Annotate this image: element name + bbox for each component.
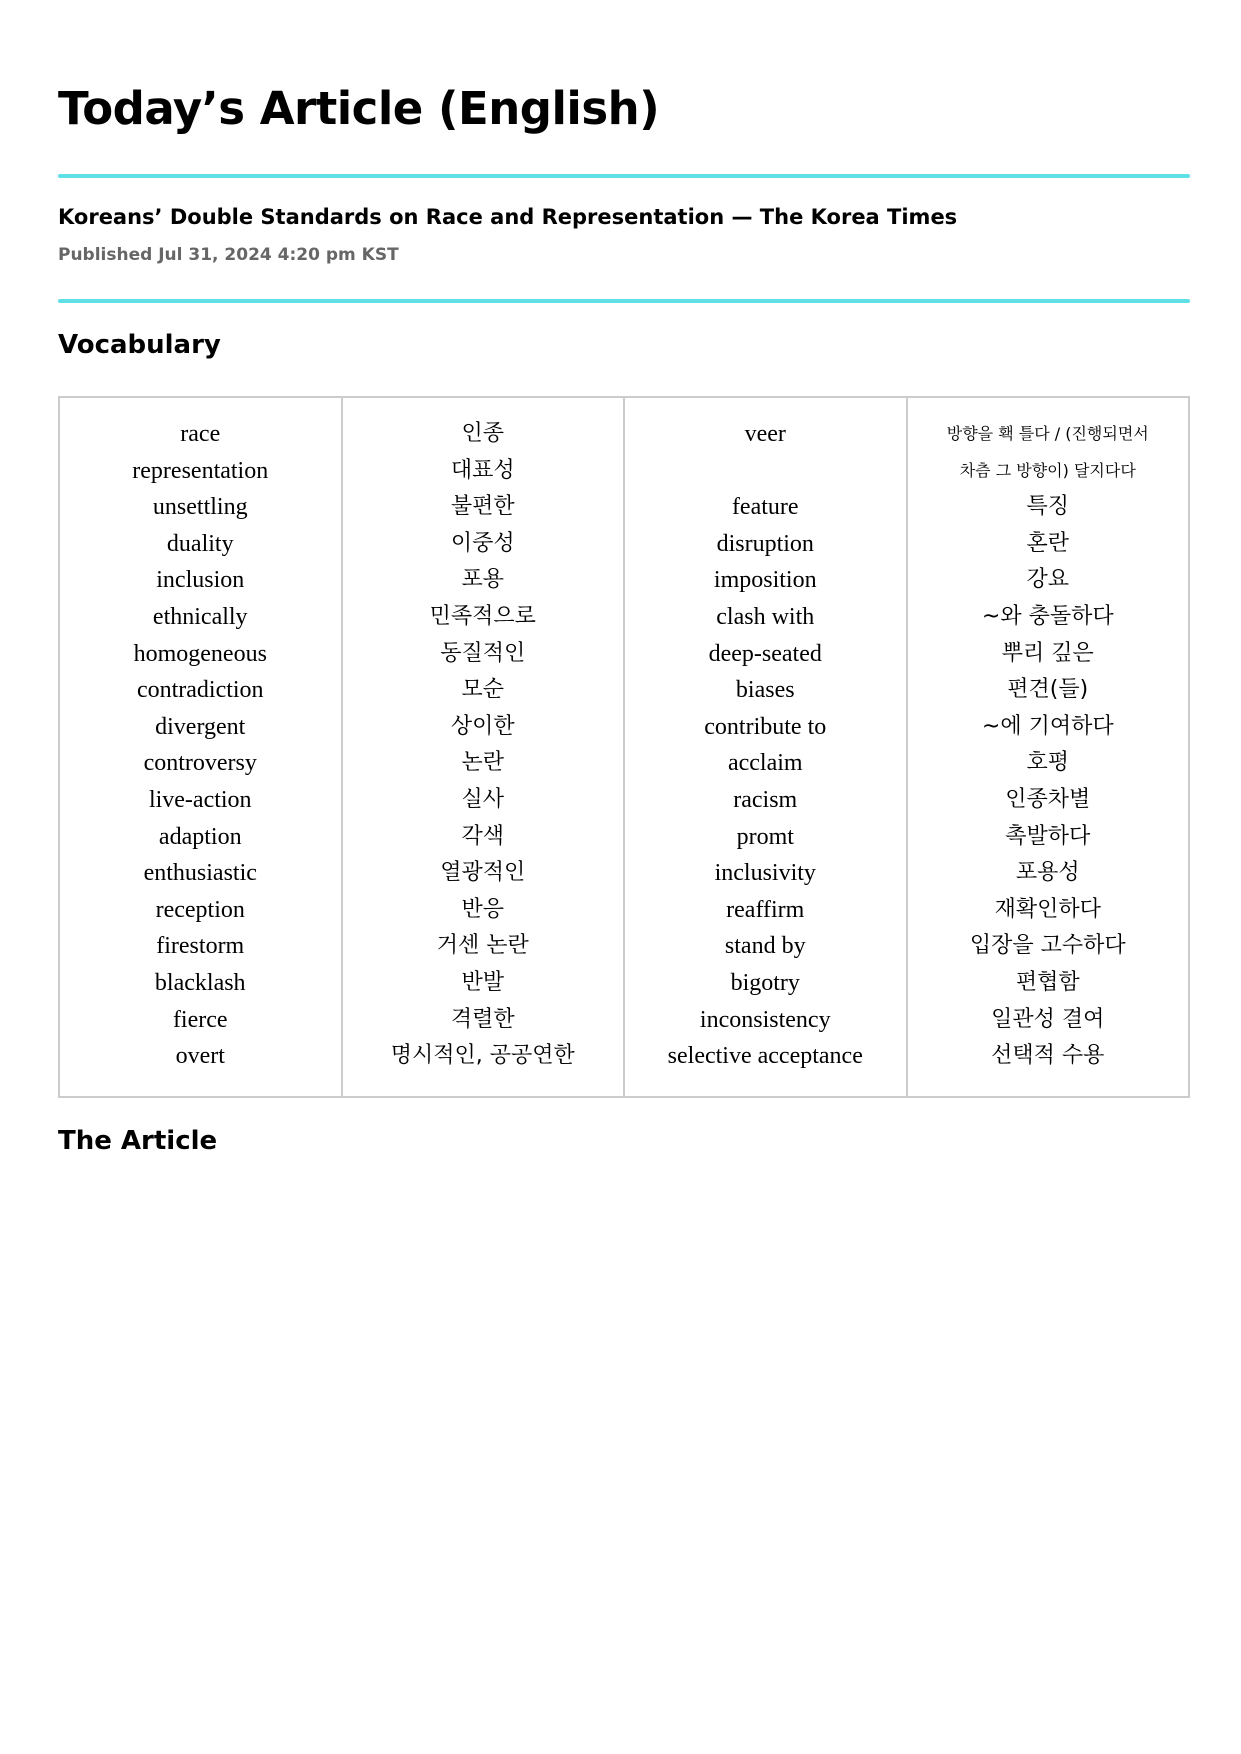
vocab-column-english-1 — [60, 398, 343, 1096]
vocab-cell: 거센 논란 — [436, 933, 529, 959]
vocab-cell: 방향을 홱 틀다 / (진행되면서 — [946, 424, 1149, 443]
vocab-cell — [625, 453, 906, 490]
vocab-cell: 상이한 — [450, 713, 515, 739]
vocab-cell: inclusion — [156, 567, 245, 594]
vocab-cell: racism — [733, 786, 798, 813]
vocab-cell: stand by — [724, 933, 806, 960]
vocab-cell: enthusiastic — [143, 860, 257, 887]
vocab-cell: 불편한 — [450, 494, 515, 520]
divider — [58, 299, 1190, 303]
vocab-cell: 인종 — [461, 421, 504, 446]
vocab-cell: 일관성 결여 — [991, 1006, 1105, 1032]
vocab-cell: contradiction — [136, 677, 264, 704]
vocab-cell: adaption — [158, 823, 242, 850]
vocab-cell: ~와 충돌하다 — [981, 603, 1114, 629]
vocab-cell: ethnically — [152, 603, 248, 630]
vocab-cell: 격렬한 — [450, 1006, 515, 1032]
vocab-cell: 차츰 그 방향이) 달지다다 — [959, 460, 1136, 480]
vocab-cell: 각색 — [461, 823, 504, 849]
vocab-cell: reception — [155, 896, 245, 923]
vocab-cell: 논란 — [461, 750, 504, 776]
vocab-cell: divergent — [155, 713, 246, 740]
vocab-cell: 입장을 고수하다 — [969, 933, 1126, 959]
vocab-cell: unsettling — [152, 494, 248, 521]
vocab-cell: 명시적인, 공공연한 — [390, 1043, 575, 1069]
vocab-cell: race — [180, 421, 221, 447]
vocab-cell: feature — [731, 494, 799, 521]
vocab-column-korean-2 — [908, 398, 1189, 1096]
vocab-cell: disruption — [716, 530, 814, 557]
vocab-cell: deep-seated — [708, 640, 822, 667]
vocab-cell: 특징 — [1026, 494, 1069, 520]
vocab-cell: inconsistency — [699, 1006, 831, 1033]
vocab-cell: 강요 — [1026, 567, 1069, 593]
vocab-cell: bigotry — [730, 969, 800, 996]
vocab-cell: promt — [736, 823, 794, 850]
vocab-column-english-2 — [625, 398, 908, 1096]
vocab-cell: 포용성 — [1015, 860, 1080, 886]
vocab-cell: 재확인하다 — [994, 896, 1101, 922]
published-date: Published Jul 31, 2024 4:20 pm KST — [58, 245, 399, 265]
vocab-cell: overt — [175, 1043, 225, 1070]
vocab-cell: 편견(들) — [1007, 677, 1089, 703]
vocab-column-korean-1 — [343, 398, 626, 1096]
vocab-cell: 촉발하다 — [1005, 823, 1091, 849]
vocabulary-table — [58, 396, 1190, 1098]
vocab-cell: imposition — [713, 567, 817, 594]
vocab-cell: inclusivity — [714, 860, 816, 887]
vocab-cell: 호평 — [1026, 750, 1069, 776]
vocab-cell: selective acceptance — [667, 1043, 863, 1070]
vocab-cell: fierce — [172, 1006, 228, 1033]
vocab-cell: veer — [744, 421, 786, 447]
vocab-cell: 모순 — [461, 677, 504, 703]
vocab-cell: contribute to — [704, 713, 827, 740]
page-title: Today’s Article (English) — [58, 82, 660, 135]
vocab-cell: 뿌리 깊은 — [1001, 640, 1094, 666]
vocab-cell: 열광적인 — [440, 860, 526, 886]
divider — [58, 174, 1190, 178]
vocab-cell: 실사 — [461, 786, 504, 812]
vocab-cell: 민족적으로 — [429, 603, 536, 629]
vocab-cell: 포용 — [461, 567, 504, 593]
vocab-cell: 인종차별 — [1005, 786, 1091, 812]
vocab-cell: 동질적인 — [440, 640, 526, 666]
article-headline: Koreans’ Double Standards on Race and Representation — The Korea Times — [58, 205, 958, 229]
vocab-cell: clash with — [716, 603, 815, 630]
vocab-cell: 혼란 — [1026, 530, 1069, 556]
vocab-cell: controversy — [143, 750, 257, 777]
vocab-cell: 이중성 — [450, 530, 515, 556]
vocab-cell: 반응 — [461, 896, 504, 922]
vocab-cell: 편협함 — [1015, 969, 1080, 995]
vocab-cell: blacklash — [154, 969, 246, 996]
vocab-cell: acclaim — [727, 750, 803, 777]
vocab-cell: firestorm — [156, 933, 245, 960]
vocabulary-heading: Vocabulary — [58, 330, 221, 360]
article-heading: The Article — [58, 1126, 218, 1156]
vocab-cell: live-action — [148, 786, 252, 813]
vocab-cell: 반발 — [461, 969, 504, 995]
vocab-cell: reaffirm — [726, 896, 805, 923]
vocab-cell: biases — [735, 677, 795, 704]
vocab-cell: representation — [132, 457, 269, 484]
vocab-cell: ~에 기여하다 — [981, 713, 1114, 739]
vocab-cell: homogeneous — [133, 640, 267, 667]
vocab-cell: 선택적 수용 — [991, 1043, 1105, 1069]
vocab-cell: 대표성 — [450, 457, 515, 483]
vocab-cell: duality — [166, 530, 234, 557]
